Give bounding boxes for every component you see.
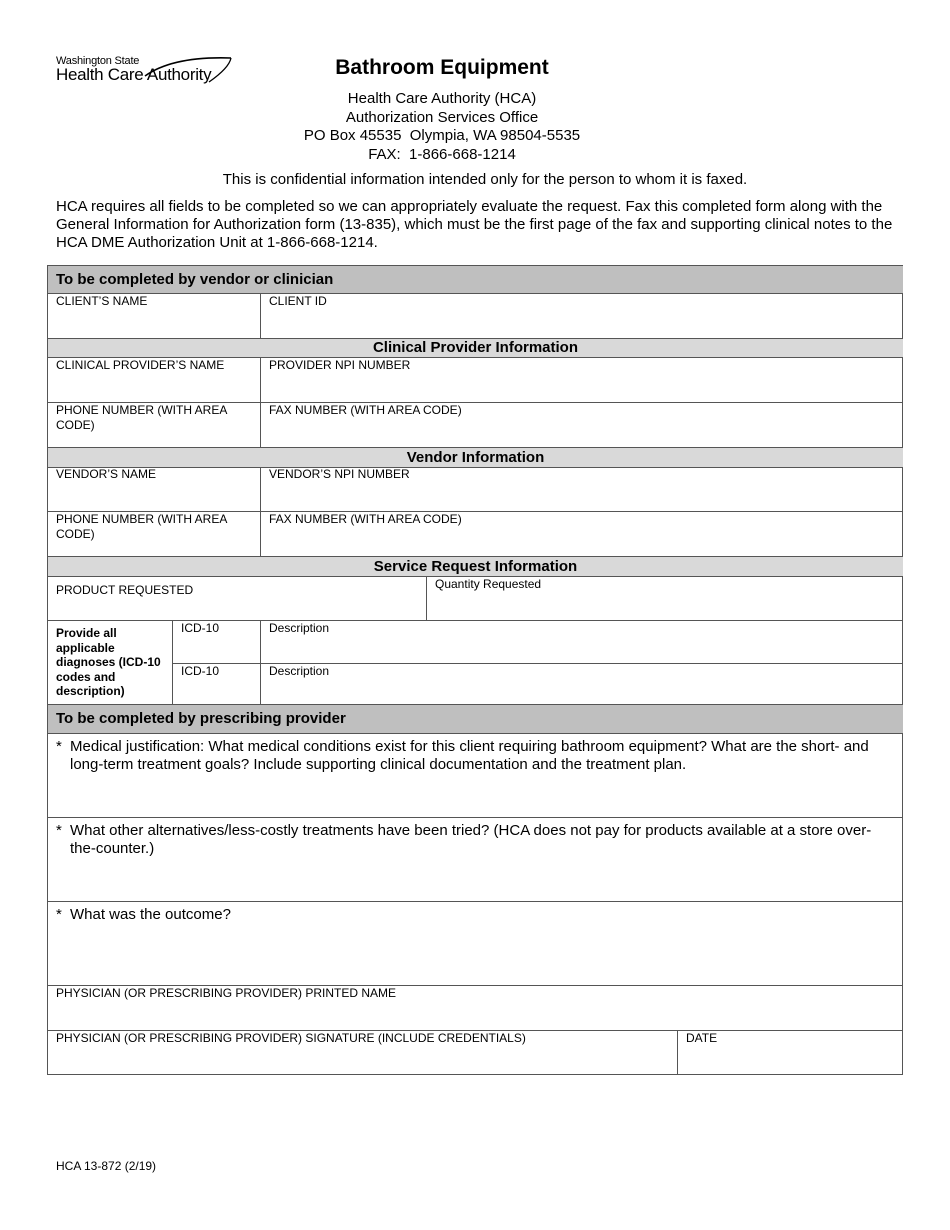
provider-phone-label: PHONE NUMBER (WITH AREA CODE): [56, 403, 227, 432]
physician-signature-field[interactable]: [56, 1031, 671, 1074]
divider: [426, 577, 427, 621]
address-line: PO Box 45535 Olympia, WA 98504-5535: [303, 127, 581, 144]
divider: [677, 1031, 678, 1075]
icd10-label-1: ICD-10: [181, 621, 220, 635]
vendor-npi-label: VENDOR’S NPI NUMBER: [269, 467, 410, 481]
address-line: Authorization Services Office: [345, 108, 539, 126]
date-label: DATE: [686, 1031, 718, 1045]
required-marker: *: [56, 738, 62, 755]
client-id-label: CLIENT ID: [269, 294, 327, 308]
diagnoses-label: Provide all applicable diagnoses (ICD-10 codes and description): [56, 626, 161, 698]
client-id-field[interactable]: [269, 294, 894, 338]
provider-fax-label: FAX NUMBER (WITH AREA CODE): [269, 403, 462, 417]
medical-justification-question: Medical justification: What medical conditions exist for this client requiring bathroom equipment? What are the short- and long-term treatment goals? Include supporting clinical documentation and the treatment plan.: [70, 738, 869, 773]
vendor-fax-field[interactable]: [269, 512, 894, 556]
confidential-notice: This is confidential information intended only for the person to whom it is faxed.: [222, 171, 748, 188]
form-title: Bathroom Equipment: [335, 56, 549, 79]
product-requested-label: PRODUCT REQUESTED: [56, 583, 194, 597]
divider: [260, 294, 261, 338]
alternatives-field[interactable]: [56, 822, 886, 900]
required-marker: *: [56, 822, 62, 839]
quantity-requested-field[interactable]: [435, 577, 895, 620]
form-number: HCA 13-872 (2/19): [56, 1159, 157, 1173]
provider-npi-label: PROVIDER NPI NUMBER: [269, 358, 411, 372]
section-header-vendor-info: Vendor Information: [48, 447, 903, 468]
divider: [48, 901, 903, 902]
physician-signature-label: PHYSICIAN (OR PRESCRIBING PROVIDER) SIGNATURE (INCLUDE CREDENTIALS): [56, 1031, 526, 1045]
address-block: [0, 90, 884, 164]
outcome-field[interactable]: [56, 906, 886, 984]
vendor-name-label: VENDOR’S NAME: [56, 467, 157, 481]
description-field-1[interactable]: [269, 621, 894, 663]
physician-printed-name-label: PHYSICIAN (OR PRESCRIBING PROVIDER) PRINTED NAME: [56, 986, 397, 1000]
product-requested-field[interactable]: [56, 583, 416, 620]
description-label-2: Description: [269, 664, 330, 678]
client-name-label: CLIENT’S NAME: [56, 294, 148, 308]
address-line: FAX: 1-866-668-1214: [368, 145, 516, 163]
provider-fax-field[interactable]: [269, 403, 894, 447]
section-header-vendor-clinician: To be completed by vendor or clinician: [48, 266, 903, 294]
vendor-fax-label: FAX NUMBER (WITH AREA CODE): [269, 512, 462, 526]
section-header-service-request: Service Request Information: [48, 556, 903, 577]
clinical-provider-name-label: CLINICAL PROVIDER’S NAME: [56, 358, 225, 372]
vendor-phone-field[interactable]: [56, 512, 251, 556]
provider-npi-field[interactable]: [269, 358, 894, 402]
clinical-provider-name-field[interactable]: [56, 358, 251, 402]
provider-phone-field[interactable]: [56, 403, 251, 447]
divider: [48, 817, 903, 818]
description-field-2[interactable]: [269, 664, 894, 704]
logo-state-text: Washington State: [56, 55, 140, 67]
icd10-field-2[interactable]: [181, 664, 256, 704]
client-name-field[interactable]: [56, 294, 251, 338]
alternatives-question: What other alternatives/less-costly treatments have been tried? (HCA does not pay for products available at a store over-the-counter.): [70, 822, 872, 857]
address-line: Health Care Authority (HCA): [347, 90, 537, 107]
outcome-question: What was the outcome?: [70, 906, 231, 923]
physician-printed-name-field[interactable]: [56, 986, 894, 1030]
logo-agency-text-a: Health Care: [56, 65, 147, 84]
description-label-1: Description: [269, 621, 330, 635]
intro-paragraph: HCA requires all fields to be completed so we can appropriately evaluate the request. Fax this completed form along with the General Information for Authorization form (13-835), which must be the first page of the fax and supporting clinical notes to the HCA DME Authorization Unit at 1-866-668-1214.: [56, 198, 893, 251]
date-field[interactable]: [686, 1031, 896, 1074]
divider: [260, 468, 261, 556]
medical-justification-field[interactable]: [56, 738, 886, 816]
section-header-prescribing-provider: To be completed by prescribing provider: [48, 704, 903, 734]
logo-agency-text-b: Authority: [146, 65, 212, 84]
required-marker: *: [56, 906, 62, 923]
quantity-requested-label: Quantity Requested: [435, 577, 542, 591]
vendor-phone-label: PHONE NUMBER (WITH AREA CODE): [56, 512, 227, 541]
section-header-clinical-provider: Clinical Provider Information: [48, 338, 903, 358]
icd10-field-1[interactable]: [181, 621, 256, 663]
vendor-name-field[interactable]: [56, 467, 251, 511]
vendor-npi-field[interactable]: [269, 467, 894, 511]
icd10-label-2: ICD-10: [181, 664, 220, 678]
